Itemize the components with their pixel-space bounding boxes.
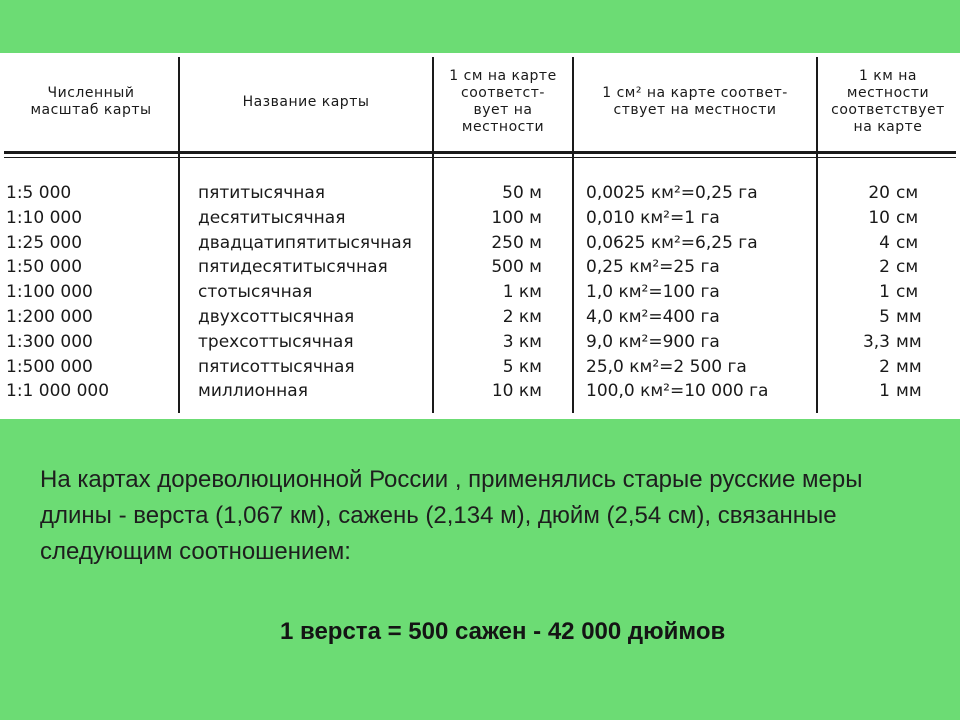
cm2-cell: 4,0 км²=400 га [586,306,720,327]
km-value: 4 [879,232,890,253]
name-cell: пятисоттысячная [198,356,355,377]
scale-cell: 1:25 000 [6,232,83,253]
name-cell: двухсоттысячная [198,306,355,327]
name-cell: миллионная [198,381,308,402]
km-value: 1 [879,381,890,402]
cm2-cell: 25,0 км²=2 500 га [586,356,747,377]
column-cm2 [586,181,814,404]
cm-cell: 3 км [502,331,542,352]
km-cell [826,280,936,305]
header-km [820,59,956,145]
column-scale [6,181,174,404]
scale-cell: 1:500 000 [6,356,93,377]
header-line: 1 см² на карте соответ- [602,85,788,101]
scale-cell: 1:300 000 [6,331,93,352]
header-line: вует на [473,102,533,118]
header-line: Численный [47,85,135,101]
header-line: на карте [853,119,923,135]
km-cell [826,206,936,231]
km-cell [826,305,936,330]
km-unit: мм [896,331,922,352]
name-cell: трехсоттысячная [198,331,354,352]
column-divider [572,57,574,413]
header-divider-thin [4,157,956,158]
scale-cell: 1:50 000 [6,257,83,278]
column-km [826,181,936,404]
column-divider [432,57,434,413]
km-unit: мм [896,306,922,327]
column-divider [816,57,818,413]
cm-cell: 2 км [502,306,542,327]
km-value: 10 [868,207,890,228]
scale-cell: 1:5 000 [6,183,72,203]
km-unit: мм [896,381,922,402]
header-scale [6,59,176,145]
km-cell [826,379,936,404]
cm-cell: 500 м [491,257,542,278]
verst-formula: 1 верста = 500 сажен - 42 000 дюймов [280,618,726,645]
name-cell: пятидесятитысячная [198,257,388,278]
header-line: 1 км на [858,68,918,84]
km-cell [826,255,936,280]
cm2-cell: 1,0 км²=100 га [586,282,720,303]
cm-cell: 5 км [502,356,542,377]
header-line: местности [461,119,545,135]
km-unit: мм [896,356,922,377]
km-value: 3,3 [862,331,890,352]
km-unit: см [896,282,919,303]
cm-cell: 10 км [491,381,542,402]
column-name [198,181,432,404]
header-line: 1 см на карте [449,68,557,84]
cm-cell: 250 м [491,232,542,253]
header-line: местности [846,85,930,101]
header-cm [436,59,570,145]
km-value: 2 [879,257,890,278]
cm2-cell: 0,0025 км²=0,25 га [586,183,758,203]
km-value: 1 [879,282,890,303]
header-name [182,59,430,145]
cm-cell: 100 м [491,207,542,228]
km-cell [826,181,936,206]
km-unit: см [896,257,919,278]
name-cell: стотысячная [198,282,313,303]
cm2-cell: 0,25 км²=25 га [586,257,720,278]
km-value: 20 [868,183,890,203]
header-line: соответствует [831,102,945,118]
header-line: Название карты [242,93,370,110]
km-cell [826,231,936,256]
scale-cell: 1:100 000 [6,282,93,303]
header-divider [4,151,956,154]
name-cell: десятитысячная [198,207,346,228]
cm2-cell: 100,0 км²=10 000 га [586,381,769,402]
scale-table [0,53,960,419]
column-cm [438,181,542,404]
km-value: 5 [879,306,890,327]
scale-cell: 1:1 000 000 [6,381,110,402]
header-line: ствует на местности [613,102,777,118]
cm2-cell: 9,0 км²=900 га [586,331,720,352]
cm2-cell: 0,010 км²=1 га [586,207,720,228]
km-cell [826,355,936,380]
column-divider [178,57,180,413]
name-cell: двадцатипятитысячная [198,232,412,253]
scale-cell: 1:10 000 [6,207,83,228]
km-value: 2 [879,356,890,377]
name-cell: пятитысячная [198,183,325,203]
cm2-cell: 0,0625 км²=6,25 га [586,232,758,253]
km-cell [826,330,936,355]
cm-cell: 1 км [502,282,542,303]
header-line: соответст- [461,85,545,101]
km-unit: см [896,207,919,228]
history-paragraph: На картах дореволюционной России , применялись старые русские меры длины - верста (1,067 км), сажень (2,134 м), дюйм (2,54 см), связанные следующим соотношением: [40,466,863,565]
scale-cell: 1:200 000 [6,306,93,327]
cm-cell: 50 м [502,183,542,203]
km-unit: см [896,183,919,203]
km-unit: см [896,232,919,253]
header-line: масштаб карты [30,102,152,118]
header-cm2 [576,59,814,145]
